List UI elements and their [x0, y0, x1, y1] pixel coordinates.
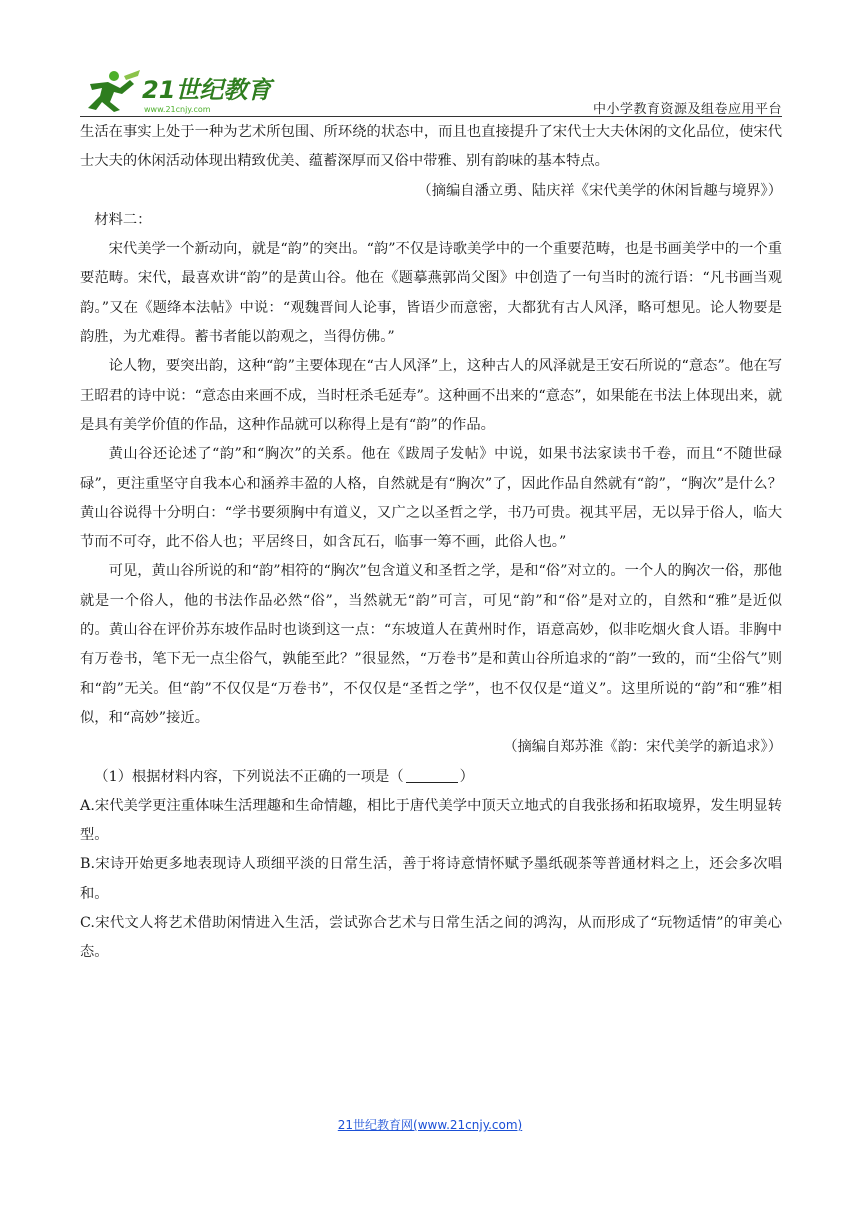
footer-link[interactable]: 21世纪教育网(www.21cnjy.com)	[337, 1118, 523, 1132]
option-b: B.宋诗开始更多地表现诗人琐细平淡的日常生活，善于将诗意情怀赋予墨纸砚茶等普通材料之上，还会多次唱和。	[80, 856, 782, 902]
material-label: 材料二：	[94, 211, 152, 228]
answer-blank[interactable]	[406, 768, 458, 783]
paragraph: 可见，黄山谷所说的和“韵”相符的“胸次”包含道义和圣哲之学，是和“俗”对立的。一个人的胸次一俗，那他就是一个俗人，他的书法作品必然“俗”，当然就无“韵”可言，可见“韵”和“俗”是对立的，自然和“雅”是近似的。黄山谷在评价苏东坡作品时也谈到这一点：“东坡道人在黄州时作，语意高妙，似非吃烟火食人语。非胸中有万卷书，笔下无一点尘俗气，孰能至此？”很显然，“万卷书”是和黄山谷所追求的“韵”一致的，而“尘俗气”则和“韵”无关。但“韵”不仅仅是“万卷书”，不仅仅是“圣哲之学”，也不仅仅是“道义”。这里所说的“韵”和“雅”相似，和“高妙”接近。	[80, 563, 782, 726]
source-citation: （摘编自郑苏淮《韵：宋代美学的新追求》）	[503, 739, 782, 756]
question-1	[80, 763, 782, 792]
paragraph: 生活在事实上处于一种为艺术所包围、所环绕的状态中，而且也直接提升了宋代士大夫休闲的文化品位，使宋代士大夫的休闲活动体现出精致优美、蕴蓄深厚而又俗中带雅、别有韵味的基本特点。	[80, 124, 782, 170]
svg-text:www.21cnjy.com: www.21cnjy.com	[144, 105, 211, 114]
header-divider	[80, 116, 782, 117]
platform-name: 中小学教育资源及组卷应用平台	[592, 102, 782, 117]
paragraph: 宋代美学一个新动向，就是“韵”的突出。“韵”不仅是诗歌美学中的一个重要范畴，也是书画美学中的一个重要范畴。宋代，最喜欢讲“韵”的是黄山谷。他在《题摹燕郭尚父图》中创造了一句当时的流行语：“凡书画当观韵。”又在《题绛本法帖》中说：“观魏晋间人论事，皆语少而意密，大都犹有古人风泽，略可想见。论人物要是韵胜，为尤难得。蓄书者能以韵观之，当得仿佛。”	[80, 241, 782, 346]
source-citation: （摘编自潘立勇、陆庆祥《宋代美学的休闲旨趣与境界》）	[417, 182, 782, 199]
page-header	[80, 66, 782, 116]
question-text: （1）根据材料内容，下列说法不正确的一项是（	[94, 768, 404, 785]
paragraph: 黄山谷还论述了“韵”和“胸次”的关系。他在《跋周子发帖》中说，如果书法家读书千卷，而且“不随世碌碌”，更注重坚守自我本心和涵养丰盈的人格，自然就是有“胸次”了，因此作品自然就有“韵”，“胸次”是什么？黄山谷说得十分明白：“学书要须胸中有道义，又广之以圣哲之学，书乃可贵。视其平居，无以异于俗人，临大节而不可夺，此不俗人也；平居终日，如含瓦石，临事一筹不画，此俗人也。”	[80, 446, 782, 551]
site-logo	[80, 66, 280, 116]
option-c: C.宋代文人将艺术借助闲情进入生活，尝试弥合艺术与日常生活之间的鸿沟，从而形成了“玩物适情”的审美心态。	[80, 915, 782, 961]
svg-text:21世纪教育: 21世纪教育	[142, 76, 272, 104]
option-a: A.宋代美学更注重体味生活理趣和生命情趣，相比于唐代美学中顶天立地式的自我张扬和拓取境界，发生明显转型。	[80, 797, 782, 844]
page-footer	[0, 1116, 860, 1133]
paragraph: 论人物，要突出韵，这种“韵”主要体现在“古人风泽”上，这种古人的风泽就是王安石所说的“意态”。他在写王昭君的诗中说：“意态由来画不成，当时枉杀毛延寿”。这种画不出来的“意态”，如果能在书法上体现出来，就是具有美学价值的作品，这种作品就可以称得上是有“韵”的作品。	[80, 358, 782, 433]
document-body	[80, 118, 782, 968]
question-close: ）	[459, 768, 474, 785]
runner-logo-icon	[80, 66, 280, 116]
